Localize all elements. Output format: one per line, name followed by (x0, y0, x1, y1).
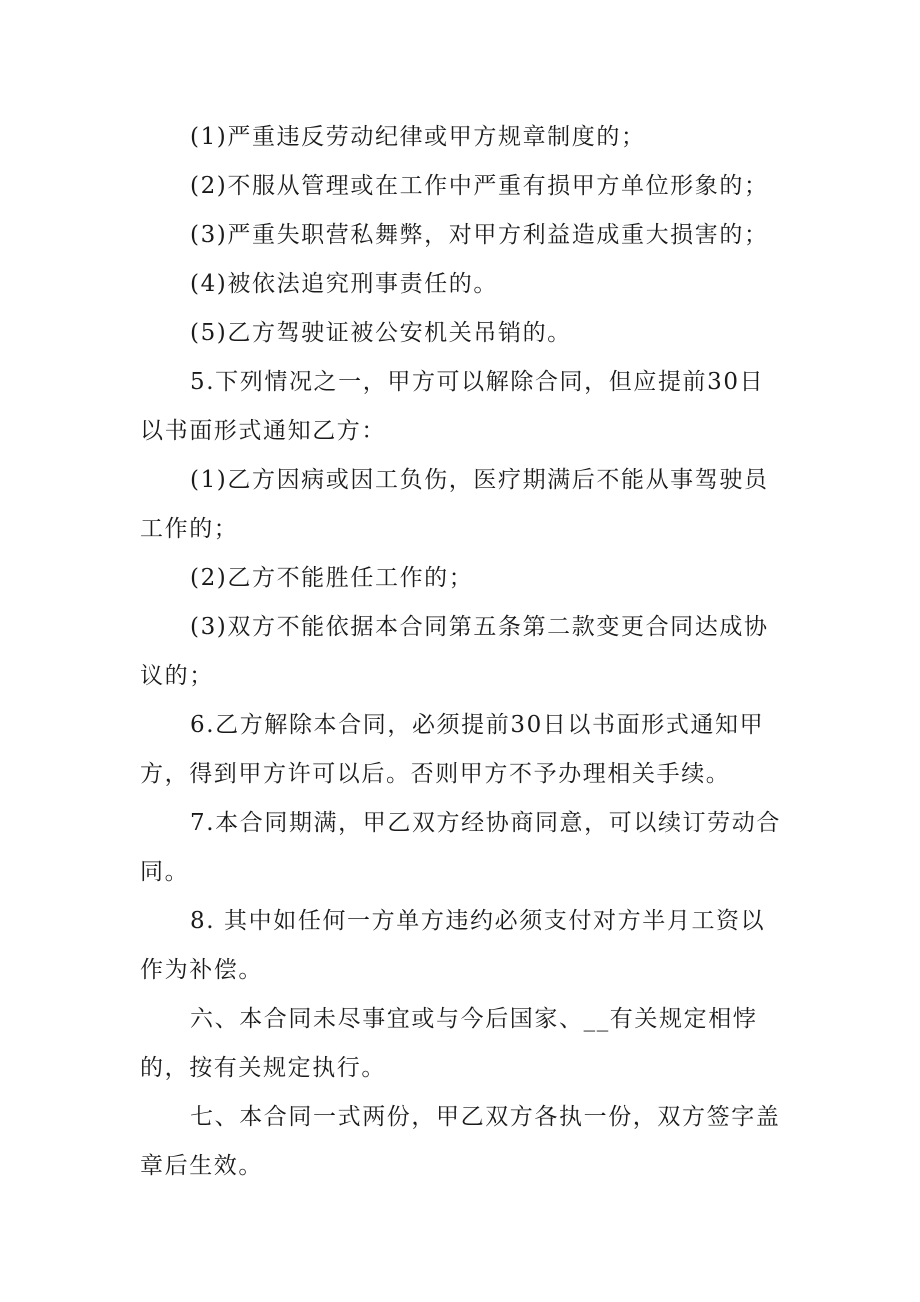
clause-item-2: (2)不服从管理或在工作中严重有损甲方单位形象的； (190, 173, 769, 199)
clause-item-1: (1)严重违反劳动纪律或甲方规章制度的； (190, 124, 646, 150)
clause-5-item-2: (2)乙方不能胜任工作的； (190, 565, 474, 591)
document-body (140, 113, 782, 1191)
article-6-supplementary: 六、本合同未尽事宜或与今后国家、__有关规定相悖的，按有关规定执行。 (140, 1006, 758, 1081)
clause-item-3: (3)严重失职营私舞弊，对甲方利益造成重大损害的； (190, 222, 769, 248)
clause-8-breach-compensation: 8. 其中如任何一方单方违约必须支付对方半月工资以作为补偿。 (140, 908, 766, 983)
clause-5-item-1: (1)乙方因病或因工负伤，医疗期满后不能从事驾驶员工作的； (140, 467, 769, 542)
clause-5-termination-notice: 5.下列情况之一，甲方可以解除合同，但应提前30日以书面形式通知乙方： (140, 369, 765, 444)
clause-item-4: (4)被依法追究刑事责任的。 (190, 271, 498, 297)
clause-item-5: (5)乙方驾驶证被公安机关吊销的。 (190, 320, 572, 346)
clause-5-item-3: (3)双方不能依据本合同第五条第二款变更合同达成协议的； (140, 614, 769, 689)
clause-7-renewal: 7.本合同期满，甲乙双方经协商同意，可以续订劳动合同。 (140, 810, 781, 885)
article-7-effectiveness: 七、本合同一式两份，甲乙双方各执一份，双方签字盖章后生效。 (140, 1104, 781, 1179)
clause-6-resignation: 6.乙方解除本合同，必须提前30日以书面形式通知甲方，得到甲方许可以后。否则甲方不予办理相关手续。 (140, 712, 765, 787)
